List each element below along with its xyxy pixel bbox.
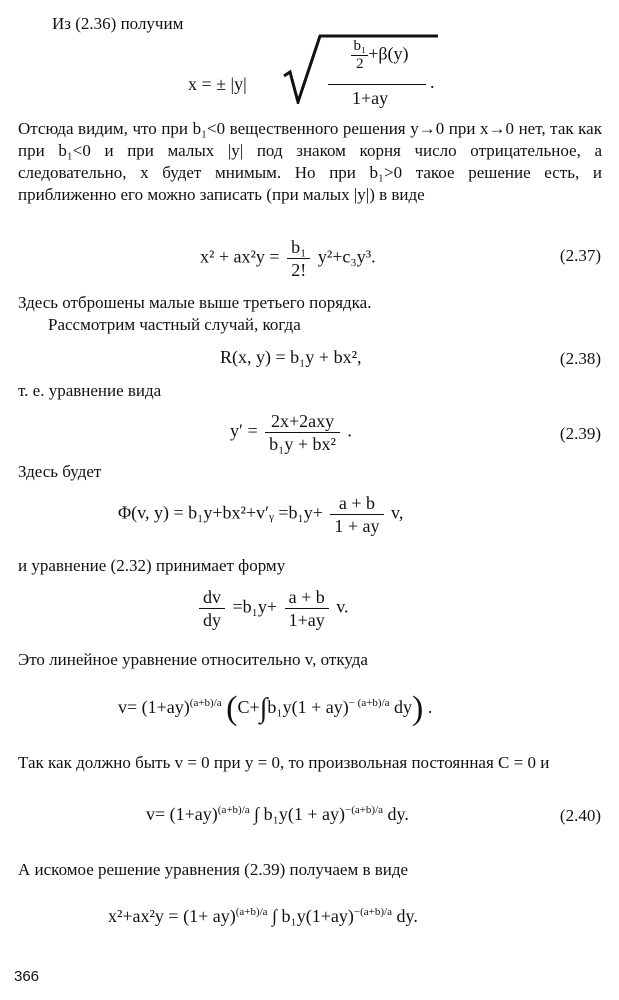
equation-number-2-40: (2.40)	[559, 806, 601, 825]
right-paren: )	[412, 690, 424, 727]
eq240-exponent-2: −(a+b)/a	[344, 804, 384, 816]
dv-fden: 1+ay	[288, 610, 325, 630]
final-integral: ∫ b₁y(1+ay)	[272, 906, 354, 926]
equation-2-40	[146, 804, 409, 825]
paragraph-3: Рассмотрим частный случай, когда	[48, 315, 301, 334]
final-exponent-2: −(a+b)/a	[353, 906, 392, 918]
period: .	[430, 72, 435, 92]
eq237-fraction	[287, 236, 310, 281]
phi-tail: v,	[391, 502, 404, 523]
eq237-den: 2!	[291, 260, 307, 280]
equation-2-38: R(x, y) = b₁y + bx²,	[220, 347, 362, 367]
eq240-exponent: (a+b)/a	[217, 804, 250, 816]
two-denominator: 2	[356, 56, 364, 72]
eq239-fraction	[265, 410, 340, 455]
phi-num: a + b	[330, 492, 383, 515]
v-exponent-2: − (a+b)/a	[348, 697, 390, 710]
paragraph-6: и уравнение (2.32) принимает форму	[18, 556, 286, 575]
phi-fraction	[330, 492, 383, 537]
paragraph-7: Это линейное уравнение относительно v, откуда	[18, 650, 368, 669]
intro-text: Из (2.36) получим	[52, 14, 184, 33]
equation-phi	[118, 492, 403, 537]
paragraph-2: Здесь отброшены малые выше третьего порядка.	[18, 293, 372, 312]
equation-2-39	[230, 410, 352, 455]
integral-sign: ∫	[259, 693, 268, 724]
final-exponent: (a+b)/a	[235, 906, 268, 918]
eq237-lhs: x² + ax²y =	[200, 246, 280, 267]
paragraph-9: А искомое решение уравнения (2.39) получаем в виде	[18, 860, 409, 879]
phi-den: 1 + ay	[334, 516, 380, 536]
eq240-end: dy.	[387, 804, 409, 824]
b1-numerator: b₁	[353, 38, 367, 54]
equation-dv-dy	[196, 586, 349, 631]
beta-term: +β(y)	[368, 43, 409, 64]
paragraph-1: Отсюда видим, что при b₁<0 вещественного решения y→0 при x→0 нет, так как при b₁<0 и при малых |y| под знаком корня число отрицательное, а следовательно, x будет мнимым. Но при b₁>0 такое решение есть, и приближенно его можно записать (при малых |y|) в виде	[18, 119, 602, 204]
equation-v-solution	[118, 690, 432, 728]
dv-den: dy	[203, 610, 221, 630]
final-lhs: x²+ax²y = (1+ ay)	[108, 906, 236, 926]
c-plus: C+	[237, 697, 260, 718]
eq240-integral: ∫ b₁y(1 + ay)	[254, 804, 345, 824]
v-sol: v= (1+ay)	[118, 697, 190, 718]
dv-num: dv	[199, 586, 225, 609]
dv-fnum: a + b	[285, 586, 329, 609]
dv-fraction-2	[285, 586, 329, 631]
equation-final	[108, 906, 418, 927]
dv-fraction	[199, 586, 225, 631]
equation-number-2-37: (2.37)	[559, 246, 601, 265]
fraction-bar	[328, 84, 426, 85]
eq239-lhs: y′ =	[230, 420, 258, 441]
equation-number-2-38: (2.38)	[559, 349, 601, 368]
equation-2-36-radicand	[330, 38, 430, 73]
v-exponent: (a+b)/a	[189, 697, 222, 710]
dv-mid: =b₁y+	[232, 596, 278, 617]
dy: dy	[394, 697, 413, 718]
dv-tail: v.	[336, 596, 349, 617]
period-2: .	[423, 697, 433, 718]
eq239-den: b₁y + bx²	[269, 434, 336, 454]
eq237-rhs: y²+c₃y³.	[317, 246, 376, 267]
paragraph-8: Так как должно быть v = 0 при y = 0, то произвольная постоянная C = 0 и	[18, 753, 550, 772]
paragraph-4: т. е. уравнение вида	[18, 381, 162, 400]
equation-2-36-lhs: x = ± |y|	[188, 74, 247, 94]
paragraph-5: Здесь будет	[18, 462, 102, 481]
equation-2-36-denominator: 1+ay	[352, 88, 389, 108]
equation-number-2-39: (2.39)	[559, 424, 601, 443]
page-number: 366	[14, 968, 40, 985]
equation-2-37	[200, 236, 376, 281]
eq240-lhs: v= (1+ay)	[146, 804, 218, 824]
final-end: dy.	[396, 906, 418, 926]
eq237-num: b₁	[287, 236, 310, 259]
integrand: b₁y(1 + ay)	[267, 697, 349, 718]
phi-lhs: Φ(v, y) = b₁y+bx²+v′ᵧ =b₁y+	[118, 502, 323, 523]
eq239-tail: .	[347, 420, 352, 441]
eq239-num: 2x+2axy	[265, 410, 340, 433]
left-paren: (	[226, 690, 238, 727]
